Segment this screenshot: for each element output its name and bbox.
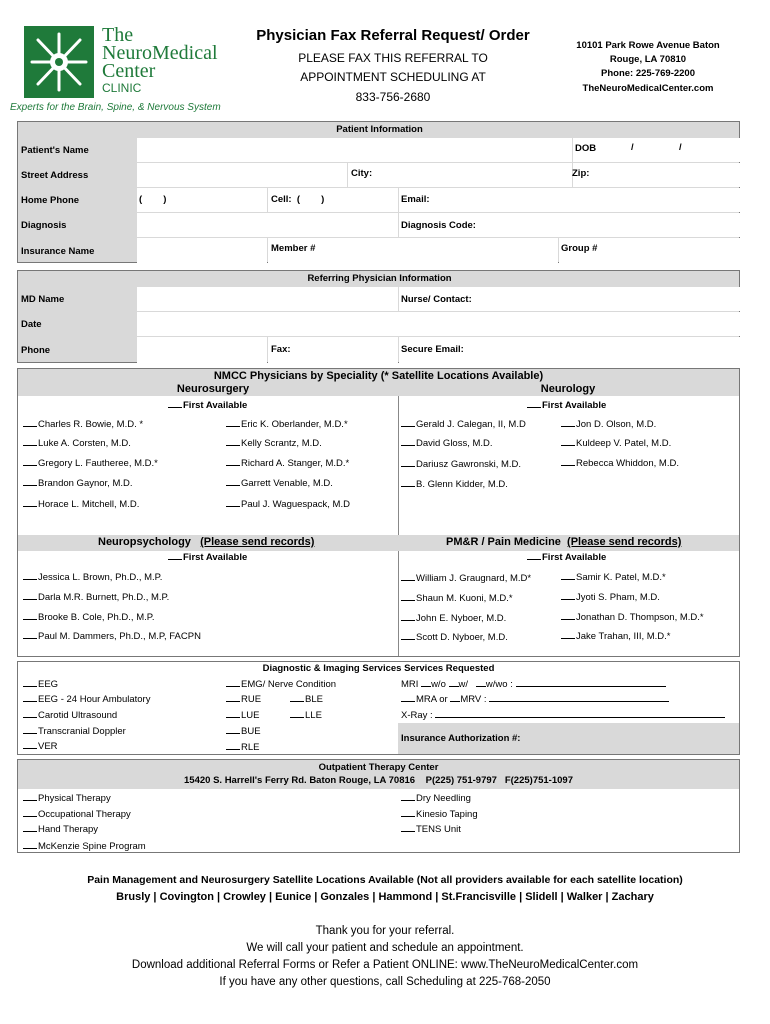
- patient-section: [17, 121, 740, 263]
- therapy-address: 15420 S. Harrell's Ferry Rd. Baton Rouge, LA 70816 P(225) 751-9797 F(225)751-1097: [184, 775, 573, 786]
- phone-number: Phone: 225-769-2200: [601, 68, 695, 79]
- diagnostic-option[interactable]: EEG - 24 Hour Ambulatory: [23, 693, 150, 705]
- neurology-physician[interactable]: David Gloss, M.D.: [401, 437, 493, 449]
- logo: [10, 24, 242, 119]
- cell-label: Cell: ( ): [271, 194, 325, 205]
- insurance-field[interactable]: [137, 238, 267, 263]
- neurosurgery-physician[interactable]: Luke A. Corsten, M.D.: [23, 437, 131, 449]
- fax-label: Fax:: [271, 344, 291, 355]
- neurosurgery-physician[interactable]: Eric K. Oberlander, M.D.*: [226, 418, 348, 430]
- insurance-label: Insurance Name: [21, 246, 95, 257]
- city-field[interactable]: [348, 163, 572, 187]
- patient-name-field[interactable]: [137, 138, 572, 162]
- diagnostic-option[interactable]: VER: [23, 740, 58, 752]
- diagnostic-option[interactable]: Transcranial Doppler: [23, 725, 126, 737]
- diagnosis-label: Diagnosis: [21, 220, 67, 231]
- neurosurgery-physician[interactable]: Horace L. Mitchell, M.D.: [23, 498, 139, 510]
- phone-field[interactable]: [137, 337, 267, 363]
- pmr-physician[interactable]: John E. Nyboer, M.D.: [401, 612, 506, 624]
- form-title: Physician Fax Referral Request/ Order: [256, 27, 530, 44]
- therapy-option[interactable]: Occupational Therapy: [23, 808, 131, 820]
- zip-label: Zip:: [572, 168, 590, 179]
- therapy-option[interactable]: McKenzie Spine Program: [23, 840, 146, 852]
- pmr-physician[interactable]: Jyoti S. Pham, M.D.: [561, 591, 660, 603]
- patient-section-title: Patient Information: [336, 124, 423, 135]
- neurosurgery-physician[interactable]: Kelly Scrantz, M.D.: [226, 437, 322, 449]
- dob-label: DOB: [575, 143, 597, 154]
- therapy-option[interactable]: Kinesio Taping: [401, 808, 478, 820]
- neuropsych-provider[interactable]: Brooke B. Cole, Ph.D., M.P.: [23, 611, 155, 623]
- referring-section: [17, 270, 740, 363]
- neurosurgery-physician[interactable]: Richard A. Stanger, M.D.*: [226, 457, 349, 469]
- home-phone-parens: ( ): [139, 194, 167, 205]
- md-name-field[interactable]: [137, 287, 398, 311]
- instruction-line2: APPOINTMENT SCHEDULING AT: [300, 70, 486, 84]
- insurance-auth-label: Insurance Authorization #:: [401, 733, 521, 744]
- fax-number: 833-756-2680: [355, 90, 431, 104]
- diagnostic-option[interactable]: Carotid Ultrasound: [23, 709, 117, 721]
- rue-option[interactable]: RUE: [226, 693, 261, 705]
- neurosurgery-physician[interactable]: Charles R. Bowie, M.D. *: [23, 418, 143, 430]
- logo-tagline: Experts for the Brain, Spine, & Nervous System: [10, 102, 221, 113]
- therapy-option[interactable]: TENS Unit: [401, 823, 461, 835]
- logo-line3: Center: [102, 60, 156, 82]
- zip-field[interactable]: [573, 163, 740, 187]
- neurology-title: Neurology: [540, 383, 596, 395]
- member-label: Member #: [271, 243, 316, 254]
- diagnostic-section: [17, 661, 740, 755]
- pmr-physician[interactable]: Jonathan D. Thompson, M.D.*: [561, 611, 704, 623]
- neuropsychology-title: Neuropsychology (Please send records): [98, 536, 315, 548]
- neurosurgery-physician[interactable]: Paul J. Waguespack, M.D: [226, 498, 350, 510]
- neurology-first-available: First Available: [527, 399, 606, 411]
- logo-line4: CLINIC: [102, 81, 142, 95]
- physicians-section: [17, 368, 740, 657]
- email-label: Email:: [401, 194, 430, 205]
- neurosurgery-physician[interactable]: Brandon Gaynor, M.D.: [23, 477, 133, 489]
- home-phone-label: Home Phone: [21, 195, 80, 206]
- ble-option[interactable]: BLE: [290, 693, 323, 705]
- pmr-physician[interactable]: William J. Graugnard, M.D*: [401, 572, 531, 584]
- neurology-physician[interactable]: Jon D. Olson, M.D.: [561, 418, 656, 430]
- therapy-option[interactable]: Dry Needling: [401, 792, 471, 804]
- satellite-locations: Brusly | Covington | Crowley | Eunice | Gonzales | Hammond | St.Francisville | Slidell | Walker | Zachary: [116, 891, 654, 903]
- mri-row[interactable]: MRI w/o w/ w/wo :: [401, 678, 666, 690]
- email-field[interactable]: [399, 188, 740, 212]
- neurology-physician[interactable]: B. Glenn Kidder, M.D.: [401, 478, 508, 490]
- pmr-physician[interactable]: Scott D. Nyboer, M.D.: [401, 631, 508, 643]
- physicians-section-title: NMCC Physicians by Speciality (* Satellite Locations Available): [213, 370, 544, 382]
- neuropsych-provider[interactable]: Darla M.R. Burnett, Ph.D., M.P.: [23, 591, 169, 603]
- street-label: Street Address: [21, 170, 89, 181]
- phone-label: Phone: [21, 345, 51, 356]
- patient-name-label: Patient's Name: [21, 145, 89, 156]
- date-field[interactable]: [137, 312, 740, 336]
- neurology-physician[interactable]: Rebecca Whiddon, M.D.: [561, 457, 679, 469]
- referring-section-title: Referring Physician Information: [307, 273, 452, 284]
- logo-line2: NeuroMedical: [102, 42, 218, 64]
- pmr-first-available: First Available: [527, 551, 606, 563]
- logo-mark: [24, 26, 94, 98]
- diagnosis-field[interactable]: [137, 213, 398, 237]
- therapy-option[interactable]: Physical Therapy: [23, 792, 111, 804]
- satellite-note: Pain Management and Neurosurgery Satellite Locations Available (Not all providers available for each satellite location): [87, 874, 683, 886]
- therapy-section: [17, 759, 740, 853]
- diagnosis-code-label: Diagnosis Code:: [401, 220, 476, 231]
- neuron-icon: [24, 26, 94, 98]
- therapy-section-title: Outpatient Therapy Center: [318, 762, 439, 773]
- neurology-physician[interactable]: Dariusz Gawronski, M.D.: [401, 458, 521, 470]
- lue-option[interactable]: LUE: [226, 709, 259, 721]
- lle-option[interactable]: LLE: [290, 709, 322, 721]
- mra-row[interactable]: MRA or MRV :: [401, 693, 669, 705]
- physicians-divider: [398, 396, 399, 536]
- rle-option[interactable]: RLE: [226, 741, 259, 753]
- neurology-physician[interactable]: Kuldeep V. Patel, M.D.: [561, 437, 671, 449]
- pmr-physician[interactable]: Jake Trahan, III, M.D.*: [561, 630, 671, 642]
- pmr-physician[interactable]: Shaun M. Kuoni, M.D.*: [401, 592, 513, 604]
- neurosurgery-title: Neurosurgery: [176, 383, 250, 395]
- md-name-label: MD Name: [21, 294, 65, 305]
- download-text: Download additional Referral Forms or Refer a Patient ONLINE: www.TheNeuroMedicalCenter.com: [131, 959, 639, 971]
- date-label: Date: [21, 319, 42, 330]
- therapy-option[interactable]: Hand Therapy: [23, 823, 98, 835]
- neuropsych-provider[interactable]: Paul M. Dammers, Ph.D., M.P, FACPN: [23, 630, 201, 642]
- logo-line1: The: [102, 24, 134, 46]
- xray-row[interactable]: X-Ray :: [401, 709, 725, 721]
- secure-email-label: Secure Email:: [401, 344, 464, 355]
- neurology-physician[interactable]: Gerald J. Calegan, II, M.D: [401, 418, 526, 430]
- thanks-text: Thank you for your referral.: [315, 925, 455, 937]
- instruction-line1: PLEASE FAX THIS REFERRAL TO: [298, 51, 488, 65]
- address-line2: Rouge, LA 70810: [609, 54, 687, 65]
- street-field[interactable]: [137, 163, 347, 187]
- group-label: Group #: [561, 243, 598, 254]
- physicians-divider-lower: [398, 551, 399, 656]
- neurosurgery-first-available: First Available: [168, 399, 247, 411]
- diagnostic-section-title: Diagnostic & Imaging Services Services Requested: [262, 663, 495, 674]
- pmr-title: PM&R / Pain Medicine (Please send records): [446, 536, 682, 548]
- pmr-physician[interactable]: Samir K. Patel, M.D.*: [561, 571, 666, 583]
- questions-text: If you have any other questions, call Scheduling at 225-768-2050: [219, 976, 551, 988]
- call-text: We will call your patient and schedule an appointment.: [246, 942, 524, 954]
- dob-slash1: /: [631, 142, 634, 153]
- neurosurgery-physician[interactable]: Gregory L. Fautheree, M.D.*: [23, 457, 158, 469]
- dob-field[interactable]: [573, 138, 740, 162]
- emg-option[interactable]: EMG/ Nerve Condition: [226, 678, 336, 690]
- website: TheNeuroMedicalCenter.com: [582, 83, 714, 94]
- diagnostic-option[interactable]: EEG: [23, 678, 58, 690]
- neuropsych-first-available: First Available: [168, 551, 247, 563]
- nurse-label: Nurse/ Contact:: [401, 294, 472, 305]
- address-line1: 10101 Park Rowe Avenue Baton: [576, 40, 720, 51]
- neuropsych-provider[interactable]: Jessica L. Brown, Ph.D., M.P.: [23, 571, 162, 583]
- neurosurgery-physician[interactable]: Garrett Venable, M.D.: [226, 477, 333, 489]
- city-label: City:: [351, 168, 373, 179]
- dob-slash2: /: [679, 142, 682, 153]
- bue-option[interactable]: BUE: [226, 725, 261, 737]
